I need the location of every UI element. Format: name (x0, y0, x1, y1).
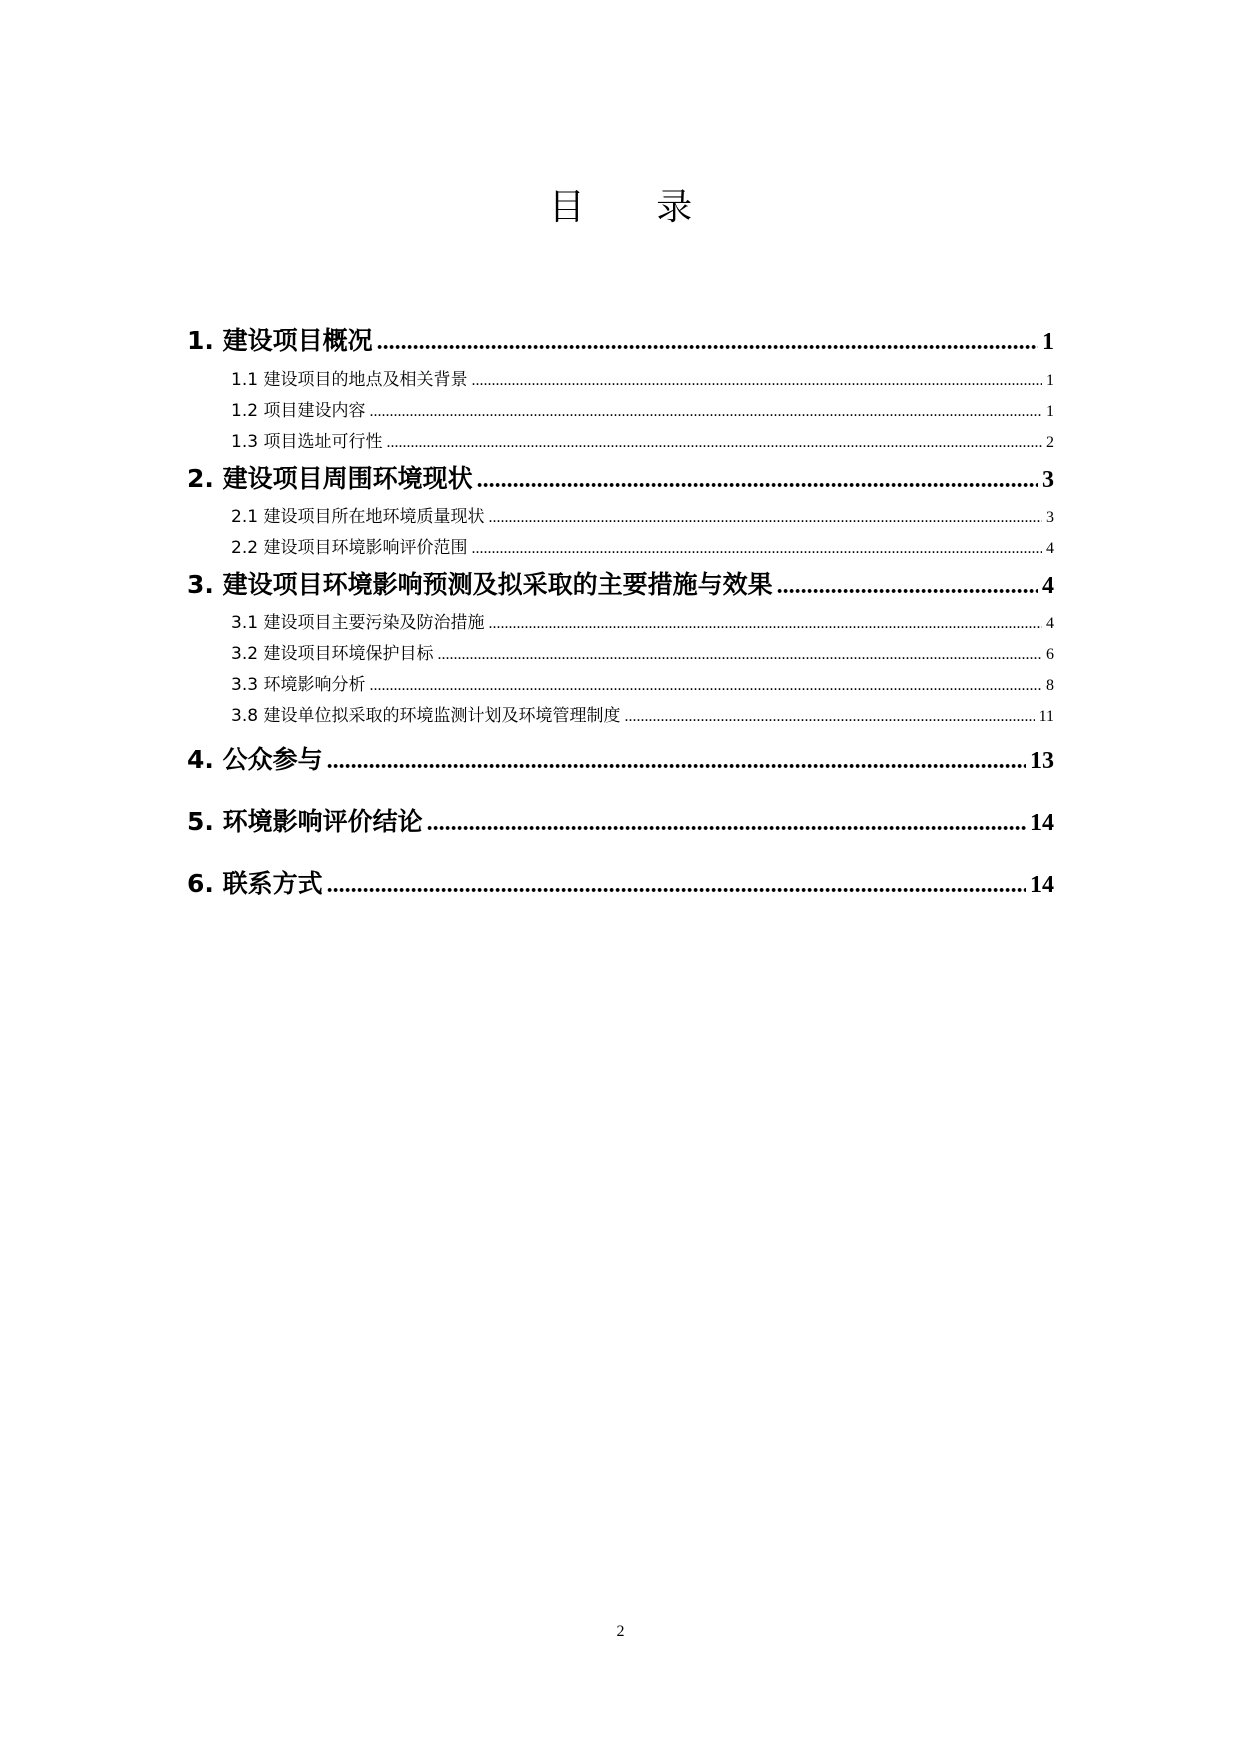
toc-page-number: 2 (1046, 434, 1054, 451)
toc-entry-5[interactable] (187, 806, 1054, 838)
toc-dot-leader (427, 807, 1026, 839)
toc-entry-label: 2.2 建设项目环境影响评价范围 (231, 538, 468, 558)
toc-entry-label: 3.1 建设项目主要污染及防治措施 (231, 613, 485, 633)
toc-dot-leader (471, 538, 1042, 560)
table-of-contents (187, 325, 1054, 900)
toc-page-number: 14 (1030, 810, 1054, 836)
toc-entry-1-1[interactable] (187, 369, 1054, 391)
toc-dot-leader (377, 326, 1038, 358)
toc-dot-leader (327, 869, 1026, 901)
toc-entry-label: 4. 公众参与 (187, 745, 323, 774)
toc-page-number: 4 (1046, 540, 1054, 557)
toc-entry-4[interactable] (187, 744, 1054, 776)
toc-dot-leader (777, 570, 1038, 602)
toc-dot-leader (437, 644, 1042, 666)
page-number: 2 (616, 1623, 625, 1640)
toc-entry-2-2[interactable] (187, 537, 1054, 559)
toc-dot-leader (624, 706, 1034, 728)
toc-entry-label: 1. 建设项目概况 (187, 326, 373, 355)
toc-entry-label: 3.3 环境影响分析 (231, 675, 366, 695)
toc-entry-label: 3. 建设项目环境影响预测及拟采取的主要措施与效果 (187, 570, 773, 599)
toc-dot-leader (471, 370, 1042, 392)
toc-page-number: 3 (1042, 467, 1054, 493)
toc-entry-label: 1.1 建设项目的地点及相关背景 (231, 370, 468, 390)
toc-entry-label: 2. 建设项目周围环境现状 (187, 464, 473, 493)
toc-entry-3-3[interactable] (187, 674, 1054, 696)
toc-page-number: 1 (1046, 372, 1054, 389)
toc-title: 目 录 (548, 187, 723, 228)
toc-dot-leader (327, 745, 1026, 777)
toc-entry-label: 3.8 建设单位拟采取的环境监测计划及环境管理制度 (231, 706, 621, 726)
toc-dot-leader (369, 401, 1042, 423)
toc-entry-6[interactable] (187, 868, 1054, 900)
toc-entry-3-2[interactable] (187, 643, 1054, 665)
toc-page-number: 8 (1046, 677, 1054, 694)
toc-entry-label: 3.2 建设项目环境保护目标 (231, 644, 434, 664)
toc-entry-2-1[interactable] (187, 506, 1054, 528)
toc-entry-label: 5. 环境影响评价结论 (187, 807, 423, 836)
toc-entry-2[interactable] (187, 463, 1054, 495)
toc-entry-1-3[interactable] (187, 431, 1054, 453)
toc-entry-label: 1.2 项目建设内容 (231, 401, 366, 421)
toc-page-number: 11 (1038, 708, 1054, 725)
toc-page-number: 4 (1042, 573, 1054, 599)
toc-entry-1[interactable] (187, 325, 1054, 357)
toc-page-number: 1 (1042, 329, 1054, 355)
toc-entry-label: 6. 联系方式 (187, 869, 323, 898)
toc-entry-3-1[interactable] (187, 612, 1054, 634)
toc-entry-3[interactable] (187, 569, 1054, 601)
toc-page-number: 1 (1046, 403, 1054, 420)
toc-dot-leader (369, 675, 1042, 697)
toc-dot-leader (386, 432, 1042, 454)
toc-page-number: 13 (1030, 748, 1054, 774)
toc-page-number: 6 (1046, 646, 1054, 663)
toc-dot-leader (488, 613, 1042, 635)
toc-page-number: 14 (1030, 872, 1054, 898)
toc-dot-leader (477, 464, 1038, 496)
toc-entry-3-8[interactable] (187, 705, 1054, 727)
toc-dot-leader (488, 507, 1042, 529)
toc-entry-label: 2.1 建设项目所在地环境质量现状 (231, 507, 485, 527)
toc-page-number: 4 (1046, 615, 1054, 632)
toc-page-number: 3 (1046, 509, 1054, 526)
toc-entry-1-2[interactable] (187, 400, 1054, 422)
toc-entry-label: 1.3 项目选址可行性 (231, 432, 383, 452)
